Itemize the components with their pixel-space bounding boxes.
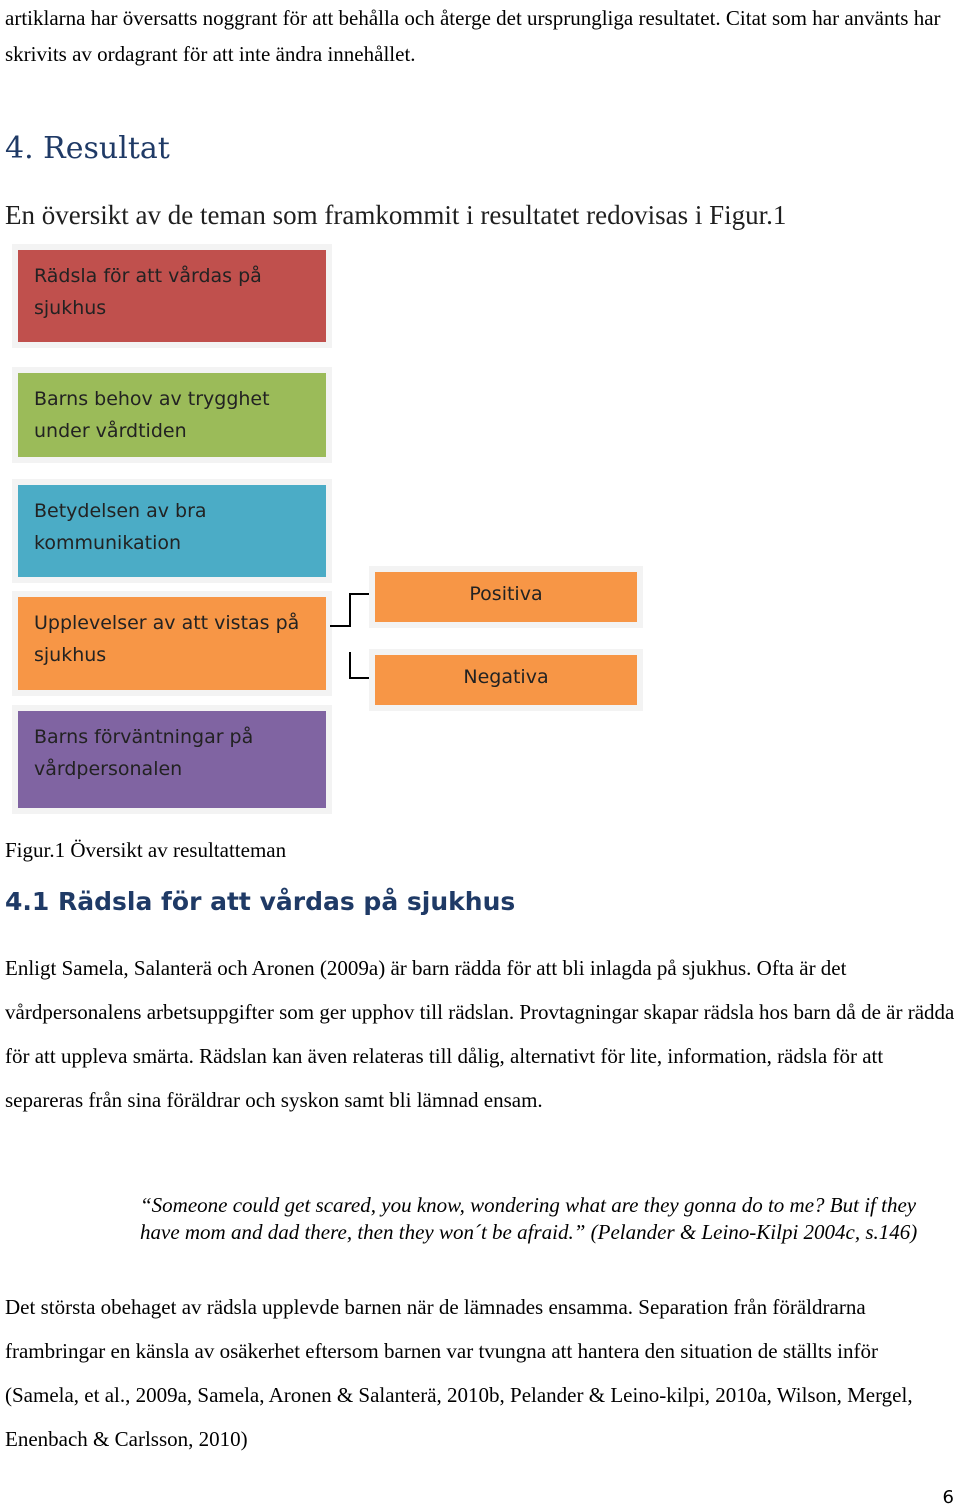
block-quote: “Someone could get scared, you know, wondering what are they gonna do to me? But if they have mom and dad there, then they won´t be afraid.” (Pelander & Leino-Kilpi 2004c, s.146) [140,1193,918,1244]
theme-box-expectations: Barns förväntningar på vårdpersonalen [18,711,326,808]
theme-box-fear: Rädsla för att vårdas på sjukhus [18,250,326,342]
subtheme-box-positive: Positiva [375,572,637,622]
subtheme-box-negative: Negativa [375,655,637,705]
section-heading: 4. Resultat [5,131,170,166]
figure-lead-text: En översikt av de teman som framkommit i resultatet redovisas i Figur.1 [5,200,787,230]
theme-box-security: Barns behov av trygghet under vårdtiden [18,373,326,457]
intro-paragraph: artiklarna har översatts noggrant för att behålla och återge det ursprungliga resultatet. Citat som har använts har skrivits av ordagrant för att inte ändra innehållet. [5,6,941,66]
connector-bracket [330,594,372,626]
connector-bracket [350,652,372,678]
theme-box-experiences: Upplevelser av att vistas på sjukhus [18,597,326,690]
page-number: 6 [942,1487,954,1508]
body-paragraph-2: Det största obehaget av rädsla upplevde barnen när de lämnades ensamma. Separation från föräldrarna frambringar en känsla av osäkerhet eftersom barnen var tvungna att hantera den situation de ställts inför (Samela, et al., 2009a, Samela, Aronen & Salanterä, 2010b, Pelander & Leino-kilpi, 2010a, Wilson, Mergel, Enenbach & Carlsson, 2010) [5,1295,913,1451]
theme-box-communication: Betydelsen av bra kommunikation [18,485,326,577]
body-paragraph-1: Enligt Samela, Salanterä och Aronen (2009a) är barn rädda för att bli inlagda på sjukhus. Ofta är det vårdpersonalens arbetsuppgifter som ger upphov till rädslan. Provtagningar skapar rädsla hos barn då de är rädda för att uppleva smärta. Rädslan kan även relateras till dålig, alternativt för lite, information, rädsla för att separeras från sina föräldrar och syskon samt bli lämnad ensam. [5,956,955,1112]
subsection-heading: 4.1 Rädsla för att vårdas på sjukhus [5,887,516,916]
figure-caption: Figur.1 Översikt av resultatteman [5,838,287,862]
